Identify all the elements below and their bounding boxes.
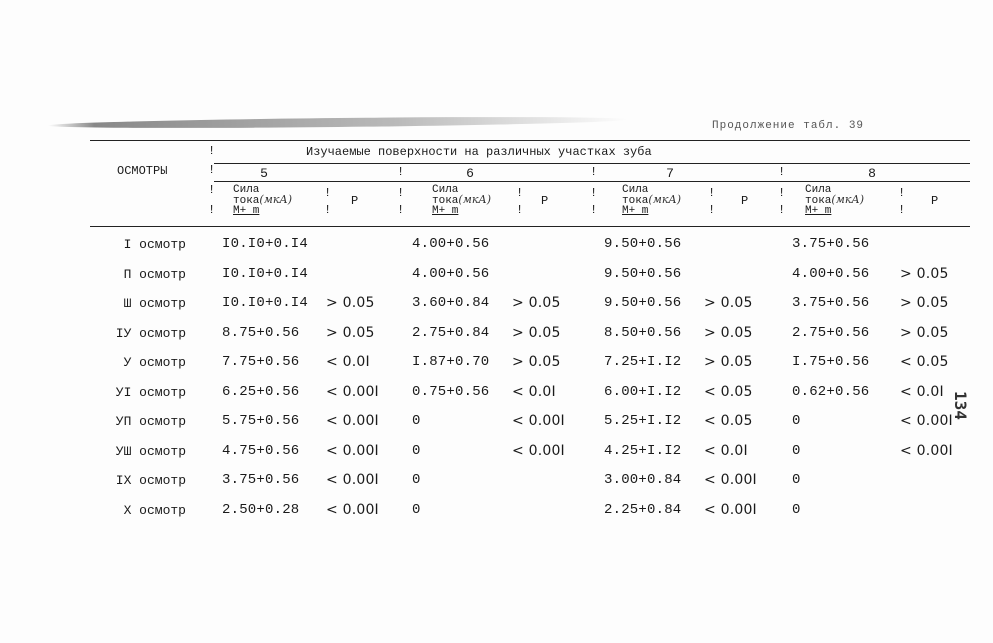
separator: ! bbox=[590, 203, 598, 217]
p-header-7: P bbox=[741, 194, 749, 208]
separator: ! bbox=[778, 186, 786, 200]
separator: ! bbox=[324, 186, 332, 200]
p-value: < 0.0I bbox=[900, 383, 944, 400]
current-value: 0 bbox=[792, 472, 801, 488]
current-value: 9.50+0.56 bbox=[604, 295, 682, 311]
separator: ! bbox=[898, 203, 906, 217]
separator: ! bbox=[208, 163, 216, 177]
current-value: 4.00+0.56 bbox=[412, 236, 490, 252]
group-number-6: 6 bbox=[466, 166, 474, 181]
current-value: 9.50+0.56 bbox=[604, 236, 682, 252]
top-rule bbox=[90, 140, 970, 141]
current-value: 5.75+0.56 bbox=[222, 413, 300, 429]
current-value: 3.75+0.56 bbox=[792, 236, 870, 252]
current-value: 2.50+0.28 bbox=[222, 501, 300, 518]
current-value: 3.60+0.84 bbox=[412, 295, 490, 311]
group-rule bbox=[214, 181, 970, 182]
p-value: < 0.00I bbox=[512, 413, 565, 429]
current-value: 3.00+0.84 bbox=[604, 472, 682, 488]
current-header-8: Сила тока(мкА) M+ m bbox=[805, 184, 865, 217]
current-value: 2.75+0.56 bbox=[792, 324, 870, 341]
row-label: У осмотр bbox=[123, 355, 186, 370]
separator: ! bbox=[708, 203, 716, 217]
row-label: IX осмотр bbox=[115, 473, 186, 488]
p-value: > 0.05 bbox=[900, 324, 949, 341]
separator: ! bbox=[208, 144, 216, 158]
table-caption: Продолжение табл. 39 bbox=[712, 120, 865, 132]
p-value: < 0.00I bbox=[326, 472, 379, 488]
current-value: 4.75+0.56 bbox=[222, 442, 300, 459]
current-value: 4.00+0.56 bbox=[412, 265, 490, 282]
current-value: 0 bbox=[792, 413, 801, 429]
current-value: 4.00+0.56 bbox=[792, 265, 870, 282]
current-value: 4.25+I.I2 bbox=[604, 442, 682, 459]
current-value: I0.I0+0.I4 bbox=[222, 265, 309, 282]
span-title: Изучаемые поверхности на различных участках зуба bbox=[306, 145, 652, 159]
current-value: 2.25+0.84 bbox=[604, 501, 682, 518]
p-value: < 0.05 bbox=[704, 383, 753, 400]
p-header-8: P bbox=[931, 194, 939, 208]
current-value: 7.25+I.I2 bbox=[604, 354, 682, 370]
span-rule bbox=[214, 163, 970, 164]
p-value: > 0.05 bbox=[704, 295, 753, 311]
current-value: 0.62+0.56 bbox=[792, 383, 870, 400]
separator: ! bbox=[778, 203, 786, 217]
current-value: 0 bbox=[412, 501, 421, 518]
separator: ! bbox=[516, 186, 524, 200]
current-value: I.87+0.70 bbox=[412, 354, 490, 370]
p-value: < 0.05 bbox=[900, 354, 949, 370]
separator: ! bbox=[397, 203, 405, 217]
current-value: 0 bbox=[792, 501, 801, 518]
separator: ! bbox=[208, 203, 216, 217]
current-value: 9.50+0.56 bbox=[604, 265, 682, 282]
separator: ! bbox=[590, 186, 598, 200]
p-value: < 0.05 bbox=[704, 413, 753, 429]
current-value: 5.25+I.I2 bbox=[604, 413, 682, 429]
separator: ! bbox=[397, 165, 405, 179]
p-value: < 0.00I bbox=[326, 442, 379, 459]
current-value: 6.00+I.I2 bbox=[604, 383, 682, 400]
p-value: > 0.05 bbox=[326, 295, 375, 311]
p-value: < 0.0I bbox=[512, 383, 556, 400]
row-label: УП осмотр bbox=[115, 414, 186, 429]
separator: ! bbox=[590, 165, 598, 179]
p-value: < 0.0I bbox=[704, 442, 748, 459]
p-header-6: P bbox=[541, 194, 549, 208]
row-label: IУ осмотр bbox=[115, 325, 186, 341]
current-value: 6.25+0.56 bbox=[222, 383, 300, 400]
p-value: < 0.00I bbox=[326, 501, 379, 518]
group-number-5: 5 bbox=[260, 166, 268, 181]
page-number: 134 bbox=[950, 391, 970, 420]
osmotry-header: ОСМОТРЫ bbox=[117, 164, 168, 178]
separator: ! bbox=[324, 203, 332, 217]
current-value: 0 bbox=[792, 442, 801, 459]
header-bottom-rule bbox=[90, 226, 970, 227]
separator: ! bbox=[708, 186, 716, 200]
p-value: > 0.05 bbox=[704, 324, 753, 341]
separator: ! bbox=[898, 186, 906, 200]
p-value: > 0.05 bbox=[704, 354, 753, 370]
p-value: < 0.00I bbox=[900, 442, 953, 459]
current-value: 3.75+0.56 bbox=[792, 295, 870, 311]
row-label: УШ осмотр bbox=[115, 443, 186, 459]
p-value: < 0.00I bbox=[704, 501, 757, 518]
p-value: < 0.00I bbox=[326, 413, 379, 429]
current-value: 0 bbox=[412, 472, 421, 488]
current-header-7: Сила тока(мкА) M+ m bbox=[622, 184, 682, 217]
separator: ! bbox=[778, 165, 786, 179]
p-value: > 0.05 bbox=[900, 265, 949, 282]
current-value: I0.I0+0.I4 bbox=[222, 295, 309, 311]
p-value: < 0.0I bbox=[326, 354, 370, 370]
row-label: П осмотр bbox=[123, 266, 186, 282]
current-value: 8.75+0.56 bbox=[222, 324, 300, 341]
row-label: УI осмотр bbox=[115, 384, 186, 400]
current-header-6: Сила тока(мкА) M+ m bbox=[432, 184, 492, 217]
separator: ! bbox=[208, 183, 216, 197]
current-header-5: Сила тока(мкА) M+ m bbox=[233, 184, 293, 217]
separator: ! bbox=[397, 186, 405, 200]
current-value: I0.I0+0.I4 bbox=[222, 236, 309, 252]
current-value: 2.75+0.84 bbox=[412, 324, 490, 341]
separator: ! bbox=[516, 203, 524, 217]
p-value: > 0.05 bbox=[512, 354, 561, 370]
p-value: < 0.00I bbox=[704, 472, 757, 488]
current-value: 7.75+0.56 bbox=[222, 354, 300, 370]
p-value: < 0.00I bbox=[512, 442, 565, 459]
current-value: 0.75+0.56 bbox=[412, 383, 490, 400]
row-label: X осмотр bbox=[123, 502, 186, 518]
scan-smudge bbox=[48, 115, 628, 130]
current-value: 0 bbox=[412, 442, 421, 459]
p-value: > 0.05 bbox=[900, 295, 949, 311]
p-value: < 0.00I bbox=[900, 413, 953, 429]
p-value: > 0.05 bbox=[512, 295, 561, 311]
group-number-7: 7 bbox=[666, 166, 674, 181]
current-value: 0 bbox=[412, 413, 421, 429]
p-value: > 0.05 bbox=[512, 324, 561, 341]
group-number-8: 8 bbox=[868, 166, 876, 181]
current-value: 8.50+0.56 bbox=[604, 324, 682, 341]
row-label: I осмотр bbox=[123, 237, 186, 252]
p-value: < 0.00I bbox=[326, 383, 379, 400]
p-header-5: P bbox=[351, 194, 359, 208]
p-value: > 0.05 bbox=[326, 324, 375, 341]
current-value: I.75+0.56 bbox=[792, 354, 870, 370]
current-value: 3.75+0.56 bbox=[222, 472, 300, 488]
row-label: Ш осмотр bbox=[123, 296, 186, 311]
